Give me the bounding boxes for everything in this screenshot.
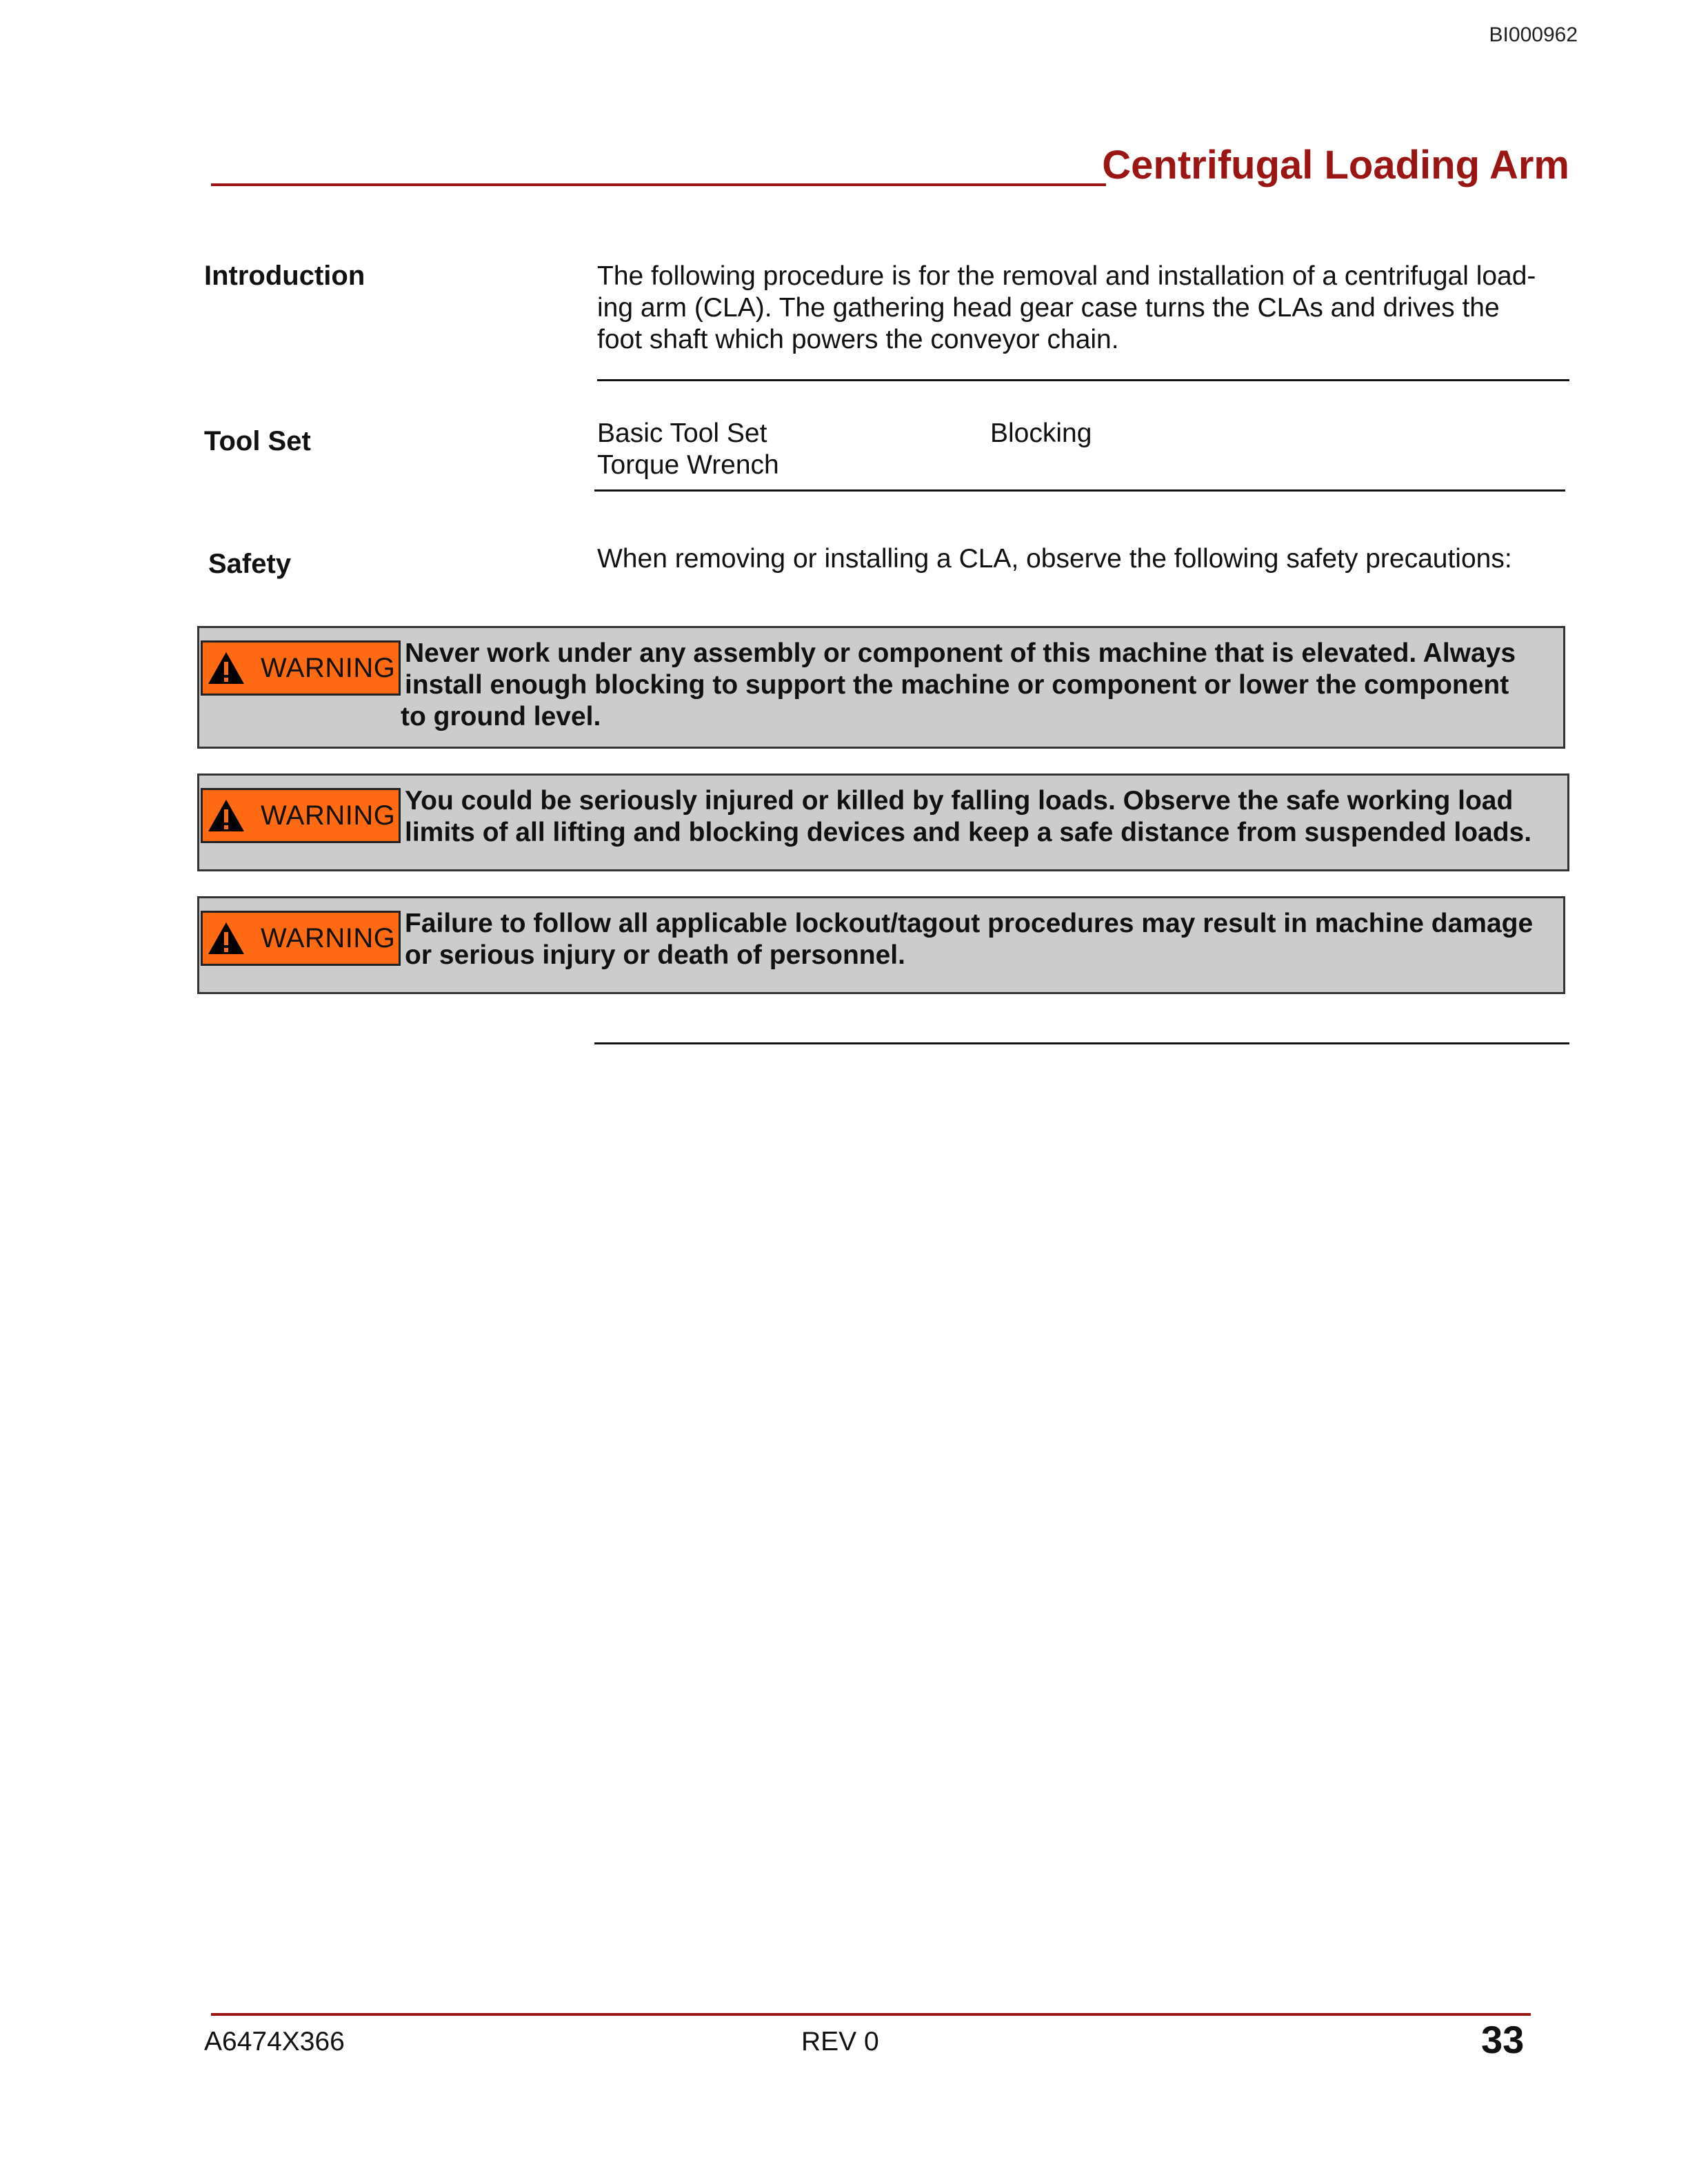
footer-rule — [211, 2013, 1531, 2016]
warning-line: limits of all lifting and blocking devices and keep a safe distance from suspended loads. — [405, 818, 1532, 847]
warning-line: install enough blocking to support the machine or component or lower the component — [405, 670, 1509, 700]
warning-line: to ground level. — [401, 702, 601, 731]
tool-set-label: Tool Set — [204, 426, 311, 456]
warning-box — [197, 896, 1565, 994]
warning-message — [405, 785, 1555, 849]
tool-item: Torque Wrench — [597, 450, 779, 480]
document-number: A6474X366 — [204, 2027, 345, 2056]
warning-label: WARNING — [261, 800, 396, 831]
section-divider — [594, 1042, 1569, 1044]
warning-triangle-icon — [207, 798, 245, 833]
warning-label: WARNING — [261, 652, 396, 683]
introduction-line: foot shaft which powers the conveyor chain. — [597, 325, 1119, 354]
introduction-label: Introduction — [204, 261, 365, 291]
introduction-line: The following procedure is for the removal and installation of a centrifugal load- — [597, 261, 1536, 291]
warning-badge — [201, 788, 401, 843]
safety-intro-text: When removing or installing a CLA, observe the following safety precautions: — [597, 544, 1512, 574]
warning-triangle-icon — [207, 920, 245, 956]
warning-message — [405, 908, 1551, 971]
warning-line: Failure to follow all applicable lockout/tagout procedures may result in machine damage — [405, 909, 1534, 938]
warning-line: or serious injury or death of personnel. — [405, 940, 905, 970]
warning-badge — [201, 911, 401, 966]
tool-item: Blocking — [990, 418, 1092, 448]
revision-label: REV 0 — [801, 2027, 879, 2056]
warning-box — [197, 626, 1565, 749]
page-number: 33 — [1481, 2018, 1525, 2061]
warning-label: WARNING — [261, 922, 396, 953]
warning-badge — [201, 640, 401, 696]
warning-box — [197, 774, 1569, 871]
warning-line: Never work under any assembly or component of this machine that is elevated. Always — [405, 638, 1516, 668]
introduction-text — [597, 261, 1576, 356]
section-divider — [594, 489, 1565, 492]
introduction-line: ing arm (CLA). The gathering head gear case turns the CLAs and drives the — [597, 293, 1500, 323]
section-divider — [597, 379, 1569, 381]
safety-label: Safety — [208, 549, 292, 579]
document-id: BI000962 — [1489, 23, 1578, 46]
warning-line: You could be seriously injured or killed by falling loads. Observe the safe working load — [405, 786, 1514, 816]
warning-message — [401, 638, 1551, 733]
warning-triangle-icon — [207, 650, 245, 686]
page-title: Centrifugal Loading Arm — [1102, 143, 1569, 188]
title-rule — [211, 183, 1106, 186]
tool-item: Basic Tool Set — [597, 418, 767, 448]
